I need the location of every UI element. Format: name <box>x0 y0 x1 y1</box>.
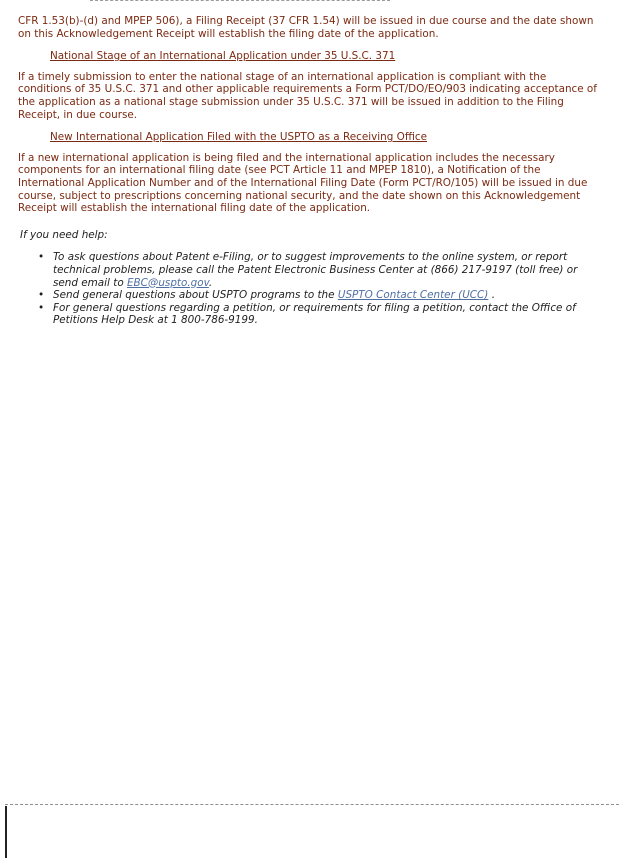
help-item-ebc-suffix: . <box>208 276 213 289</box>
help-item-ebc <box>18 251 600 289</box>
help-intro: If you need help: <box>20 228 108 241</box>
help-item-ucc-text: Send general questions about USPTO programs to the <box>53 289 338 302</box>
help-list <box>18 251 600 327</box>
help-item-ucc <box>18 289 600 302</box>
acknowledgement-document <box>18 15 600 327</box>
national-stage-heading: National Stage of an International Application under 35 U.S.C. 371 <box>50 50 396 63</box>
help-item-petitions-text: For general questions regarding a petition, or requirements for filing a petition, contact the Office of Petitions Help Desk at 1 800-786-9199. <box>53 301 576 327</box>
help-section <box>18 229 600 327</box>
new-international-heading: New International Application Filed with the USPTO as a Receiving Office <box>50 131 427 144</box>
bottom-divider <box>5 804 619 806</box>
intro-paragraph: CFR 1.53(b)-(d) and MPEP 506), a Filing Receipt (37 CFR 1.54) will be issued in due course and the date shown on this Acknowledgement Receipt will establish the filing date of the application. <box>18 15 594 40</box>
scan-edge-mark <box>5 806 7 858</box>
national-stage-paragraph: If a timely submission to enter the national stage of an international application is compliant with the conditions of 35 U.S.C. 371 and other applicable requirements a Form PCT/DO/EO/903 indicating acceptance of the application as a national stage submission under 35 U.S.C. 371 will be issued in addition to the Filing Receipt, in due course. <box>18 70 597 121</box>
bullet-icon: • <box>38 251 45 264</box>
help-item-ebc-text: To ask questions about Patent e-Filing, or to suggest improvements to the online system, or report technical problems, please call the Patent Electronic Business Center at (866) 217-9197 (toll free) or send email to <box>53 251 578 289</box>
top-divider <box>90 0 390 2</box>
ucc-contact-link[interactable]: USPTO Contact Center (UCC) <box>337 289 489 302</box>
new-international-paragraph: If a new international application is being filed and the international application includes the necessary components for an international filing date (see PCT Article 11 and MPEP 1810), a Notification of the International Application Number and of the International Filing Date (Form PCT/RO/105) will be issued in due course, subject to prescriptions concerning national security, and the date shown on this Acknowledgement Receipt will establish the international filing date of the application. <box>18 151 588 215</box>
bullet-icon: • <box>38 301 45 314</box>
help-item-ucc-suffix: . <box>491 289 495 302</box>
ebc-email-link[interactable]: EBC@uspto.gov <box>126 276 209 289</box>
help-item-petitions <box>18 302 600 327</box>
bullet-icon: • <box>38 289 45 302</box>
